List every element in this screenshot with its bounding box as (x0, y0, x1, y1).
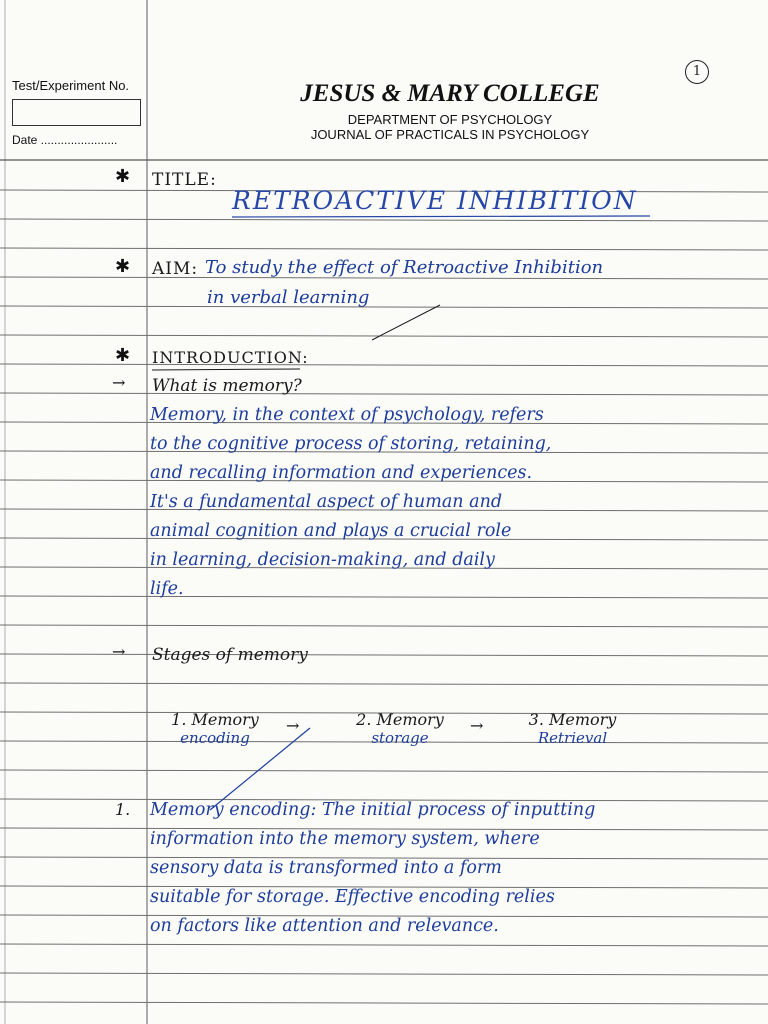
encoding-number: 1. (115, 800, 131, 819)
page-number: 1 (685, 60, 709, 84)
college-name: JESUS & MARY COLLEGE (300, 80, 600, 107)
encoding-first-rest: The initial process of inputting (321, 800, 596, 820)
title-label: TITLE: (152, 170, 217, 190)
intro-line-3: and recalling information and experiences. (150, 463, 533, 483)
star-bullet-title: ✱ (115, 166, 131, 187)
aim-line-1: To study the effect of Retroactive Inhibition (205, 257, 604, 278)
arrow-bullet-question: → (112, 373, 126, 392)
title-value: RETROACTIVE INHIBITION (232, 186, 638, 215)
intro-line-2: to the cognitive process of storing, retaining, (150, 434, 552, 454)
encoding-line-2: information into the memory system, where (150, 829, 540, 849)
aim-label: AIM: (152, 259, 199, 279)
intro-line-7: life. (150, 579, 184, 599)
intro-line-6: in learning, decision-making, and daily (150, 550, 495, 570)
introduction-heading: INTRODUCTION: (152, 348, 309, 367)
stage-3-label: 3. Memory (528, 710, 617, 729)
intro-line-4: It's a fundamental aspect of human and (150, 492, 503, 512)
encoding-line-4: suitable for storage. Effective encoding relies (150, 887, 555, 907)
star-bullet-aim: ✱ (115, 256, 131, 277)
stage-1-sub: encoding (180, 729, 250, 747)
stage-retrieval (505, 710, 640, 747)
stage-encoding (150, 710, 280, 747)
star-bullet-intro: ✱ (115, 345, 131, 366)
encoding-line-3: sensory data is transformed into a form (150, 858, 502, 878)
encoding-heading: Memory encoding: (150, 800, 317, 820)
stage-storage (330, 710, 470, 747)
journal-name: JOURNAL OF PRACTICALS IN PSYCHOLOGY (310, 127, 590, 142)
date-label: Date ....................... (12, 133, 118, 147)
stage-1-label: 1. Memory (171, 710, 259, 729)
stage-2-sub: storage (371, 729, 429, 747)
department-name: DEPARTMENT OF PSYCHOLOGY (347, 112, 553, 127)
encoding-line-5: on factors like attention and relevance. (150, 916, 499, 936)
encoding-line-1 (150, 800, 595, 820)
aim-line-2: in verbal learning (207, 287, 370, 308)
test-experiment-label: Test/Experiment No. (12, 78, 130, 93)
stages-heading: Stages of memory (152, 645, 308, 665)
stage-arrow-2: → (470, 716, 484, 735)
stage-2-label: 2. Memory (356, 710, 444, 729)
memory-question: What is memory? (152, 376, 302, 396)
stage-arrow-1: → (286, 716, 300, 735)
arrow-bullet-stages: → (112, 642, 126, 661)
intro-line-1: Memory, in the context of psychology, refers (150, 405, 544, 425)
stage-3-sub: Retrieval (537, 729, 608, 747)
test-number-box (12, 99, 141, 126)
intro-line-5: animal cognition and plays a crucial role (150, 521, 512, 541)
